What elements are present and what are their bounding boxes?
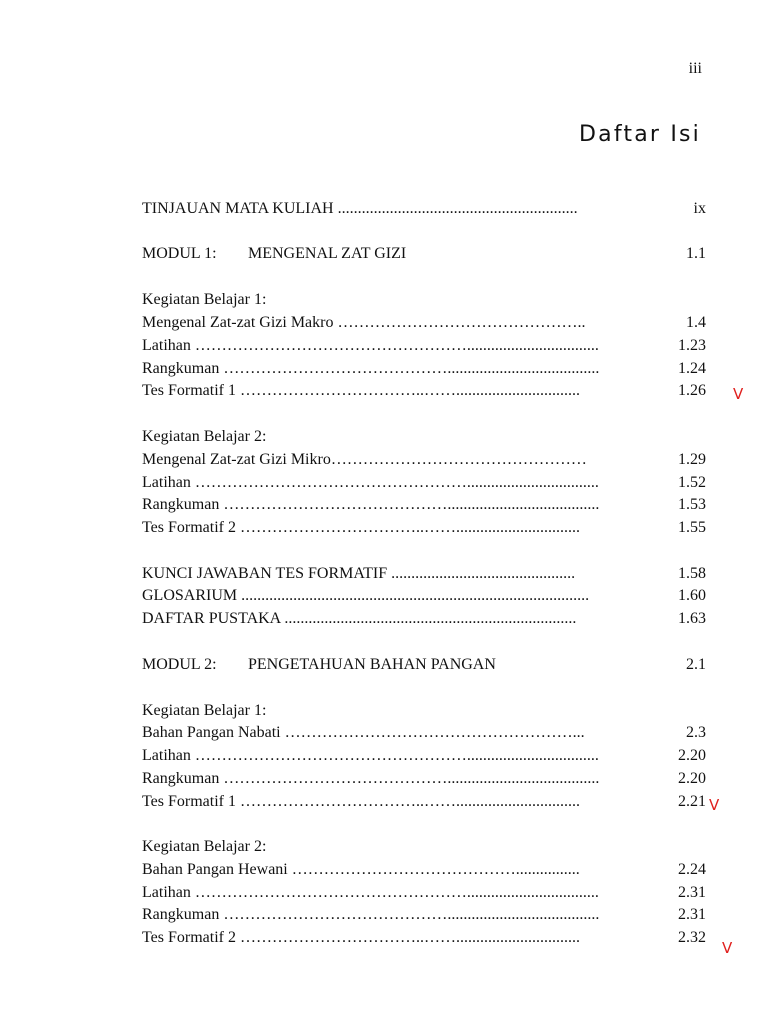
toc-entry-page: 1.58 xyxy=(678,565,706,582)
toc-entry[interactable] xyxy=(142,927,706,949)
toc-entry[interactable] xyxy=(142,472,706,494)
toc-entry-page: 1.4 xyxy=(686,314,706,331)
page-number: iii xyxy=(688,60,702,77)
toc-entry-page: 1.26 xyxy=(678,382,706,399)
toc-entry-label: TINJAUAN MATA KULIAH ............................................................ xyxy=(142,200,578,217)
toc-entry-label: Rangkuman ……………………………………...................................... xyxy=(142,496,600,513)
toc-entry-label: Tes Formatif 2 ……………………………..……............................... xyxy=(142,929,580,946)
toc-module-1[interactable] xyxy=(142,243,706,265)
toc-entry-page: 1.60 xyxy=(678,587,706,604)
toc-entry[interactable] xyxy=(142,517,706,539)
toc-entry-label: Latihan ……………………………………………................................. xyxy=(142,474,599,491)
toc-entry[interactable] xyxy=(142,745,706,767)
toc-entry[interactable] xyxy=(142,722,706,744)
toc-entry-page: 2.3 xyxy=(686,724,706,741)
toc-entry-label: Mengenal Zat-zat Gizi Mikro………………………………………… xyxy=(142,451,587,468)
toc-entry-page: 1.24 xyxy=(678,360,706,377)
toc-entry[interactable] xyxy=(142,791,706,813)
toc-entry-label: Latihan ……………………………………………................................. xyxy=(142,337,599,354)
toc-entry[interactable] xyxy=(142,768,706,790)
section-heading-kb1: Kegiatan Belajar 1: xyxy=(142,702,267,719)
toc-entry-label: Tes Formatif 1 ……………………………..……............................... xyxy=(142,793,580,810)
toc-entry-label: Latihan ……………………………………………................................. xyxy=(142,747,599,764)
toc-entry-label: Latihan ……………………………………………................................. xyxy=(142,884,599,901)
toc-entry-label: Tes Formatif 2 ……………………………..……............................... xyxy=(142,519,580,536)
toc-module-2[interactable] xyxy=(142,654,706,676)
section-heading-kb2: Kegiatan Belajar 2: xyxy=(142,838,267,855)
toc-entry-page: 2.31 xyxy=(678,884,706,901)
toc-entry[interactable] xyxy=(142,859,706,881)
toc-entry-page: 1.29 xyxy=(678,451,706,468)
toc-entry[interactable] xyxy=(142,494,706,516)
toc-entry[interactable] xyxy=(142,904,706,926)
toc-entry-page: ix xyxy=(693,200,706,217)
toc-entry-label: GLOSARIUM ....................................................................................... xyxy=(142,587,590,604)
module-label: MODUL 2: xyxy=(142,656,217,673)
section-heading-kb1: Kegiatan Belajar 1: xyxy=(142,291,267,308)
toc-entry-page: 2.21 xyxy=(678,793,706,810)
toc-entry-tinjauan[interactable] xyxy=(142,198,706,220)
toc-entry-page: 2.31 xyxy=(678,906,706,923)
module-title: PENGETAHUAN BAHAN PANGAN xyxy=(248,656,496,673)
toc-entry-page: 1.63 xyxy=(678,610,706,627)
toc-entry-glosarium[interactable] xyxy=(142,585,706,607)
toc-entry[interactable] xyxy=(142,449,706,471)
red-check-mark: V xyxy=(709,796,720,814)
toc-entry-kunci-jawaban[interactable] xyxy=(142,563,706,585)
toc-entry-label: Rangkuman ……………………………………...................................... xyxy=(142,906,600,923)
toc-entry-label: Rangkuman ……………………………………...................................... xyxy=(142,770,600,787)
toc-entry-page: 1.1 xyxy=(686,245,706,262)
toc-entry-page: 2.24 xyxy=(678,861,706,878)
toc-entry-page: 1.53 xyxy=(678,496,706,513)
toc-entry-label: DAFTAR PUSTAKA ......................................................................... xyxy=(142,610,577,627)
toc-entry-label: Tes Formatif 1 ……………………………..……............................... xyxy=(142,382,580,399)
toc-entry[interactable] xyxy=(142,335,706,357)
toc-entry-label: KUNCI JAWABAN TES FORMATIF .............................................. xyxy=(142,565,576,582)
toc-entry[interactable] xyxy=(142,312,706,334)
red-check-mark: V xyxy=(733,385,744,403)
toc-entry-daftar-pustaka[interactable] xyxy=(142,608,706,630)
toc-entry-page: 1.23 xyxy=(678,337,706,354)
toc-entry-label: Mengenal Zat-zat Gizi Makro ……………………………………….. xyxy=(142,314,586,331)
toc-entry-page: 2.20 xyxy=(678,747,706,764)
toc-entry-page: 2.20 xyxy=(678,770,706,787)
red-check-mark: V xyxy=(722,939,733,957)
page-title: Daftar Isi xyxy=(579,122,701,147)
toc-entry-label: Bahan Pangan Hewani ……………………………………................ xyxy=(142,861,580,878)
toc-entry-page: 1.52 xyxy=(678,474,706,491)
toc-entry-label: Bahan Pangan Nabati ………………………………………………... xyxy=(142,724,585,741)
section-heading-kb2: Kegiatan Belajar 2: xyxy=(142,428,267,445)
toc-entry-page: 1.55 xyxy=(678,519,706,536)
toc-entry[interactable] xyxy=(142,882,706,904)
toc-entry[interactable] xyxy=(142,358,706,380)
toc-entry-label: Rangkuman ……………………………………...................................... xyxy=(142,360,600,377)
toc-entry-page: 2.1 xyxy=(686,656,706,673)
module-title: MENGENAL ZAT GIZI xyxy=(248,245,407,262)
toc-entry-page: 2.32 xyxy=(678,929,706,946)
module-label: MODUL 1: xyxy=(142,245,217,262)
toc-entry[interactable] xyxy=(142,380,706,402)
